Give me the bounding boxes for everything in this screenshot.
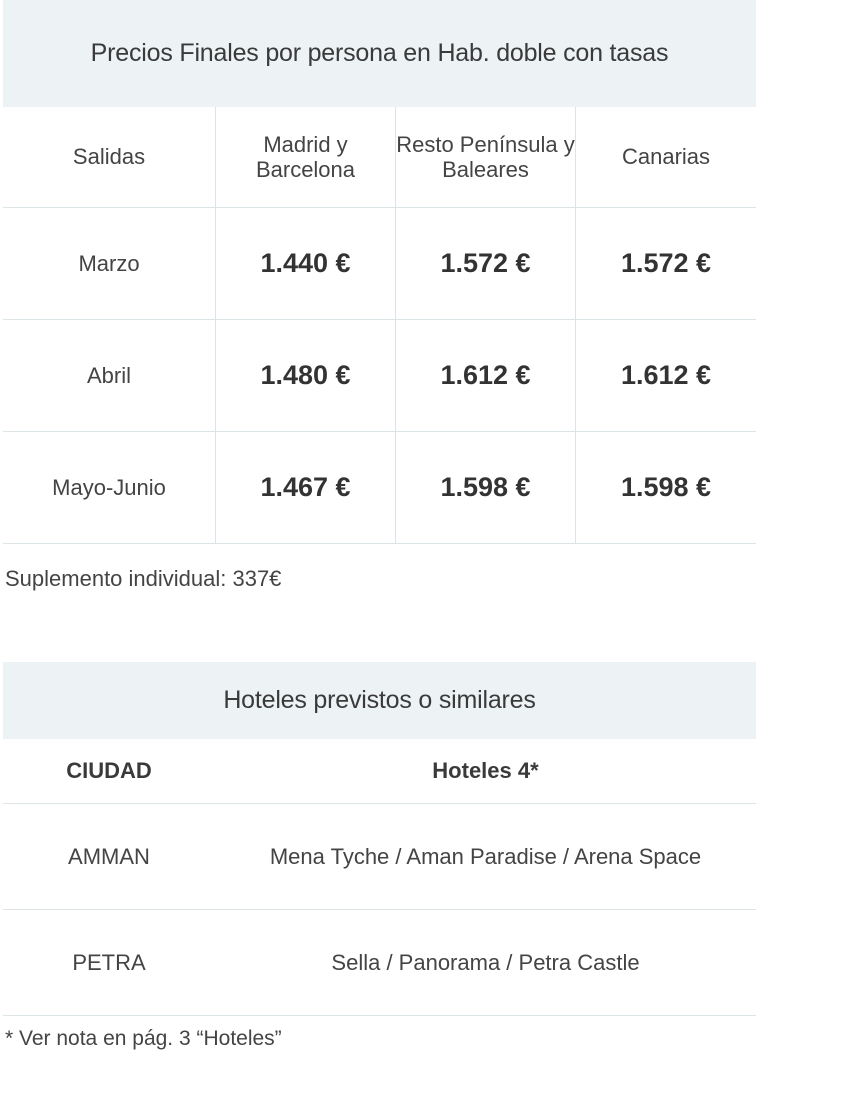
prices-header-row [3,107,756,208]
price-cell: 1.572 € [576,208,757,320]
header-salidas: Salidas [3,107,216,208]
table-row [3,910,756,1016]
table-row [3,208,756,320]
city-cell: PETRA [3,910,215,1016]
header-hotels: Hoteles 4* [215,739,756,804]
price-cell: 1.612 € [396,320,576,432]
prices-table [3,107,756,544]
prices-title: Precios Finales por persona en Hab. doble con tasas [3,0,756,107]
hotels-cell: Mena Tyche / Aman Paradise / Arena Space [215,804,756,910]
price-cell: 1.598 € [576,432,757,544]
month-cell: Abril [3,320,216,432]
price-cell: 1.612 € [576,320,757,432]
header-canarias: Canarias [576,107,757,208]
price-cell: 1.598 € [396,432,576,544]
prices-panel [3,0,756,544]
hotels-cell: Sella / Panorama / Petra Castle [215,910,756,1016]
price-cell: 1.467 € [216,432,396,544]
hotels-footnote: * Ver nota en pág. 3 “Hoteles” [5,1027,282,1050]
hotels-title: Hoteles previstos o similares [3,662,756,739]
table-row [3,804,756,910]
price-cell: 1.480 € [216,320,396,432]
hotels-panel [3,662,756,1016]
header-city: CIUDAD [3,739,215,804]
table-row [3,320,756,432]
header-madrid-barcelona: Madrid y Barcelona [216,107,396,208]
price-cell: 1.572 € [396,208,576,320]
supplement-note: Suplemento individual: 337€ [5,566,282,591]
month-cell: Marzo [3,208,216,320]
month-cell: Mayo-Junio [3,432,216,544]
price-cell: 1.440 € [216,208,396,320]
hotels-table [3,739,756,1016]
city-cell: AMMAN [3,804,215,910]
hotels-header-row [3,739,756,804]
table-row [3,432,756,544]
header-resto-peninsula: Resto Península y Baleares [396,107,576,208]
